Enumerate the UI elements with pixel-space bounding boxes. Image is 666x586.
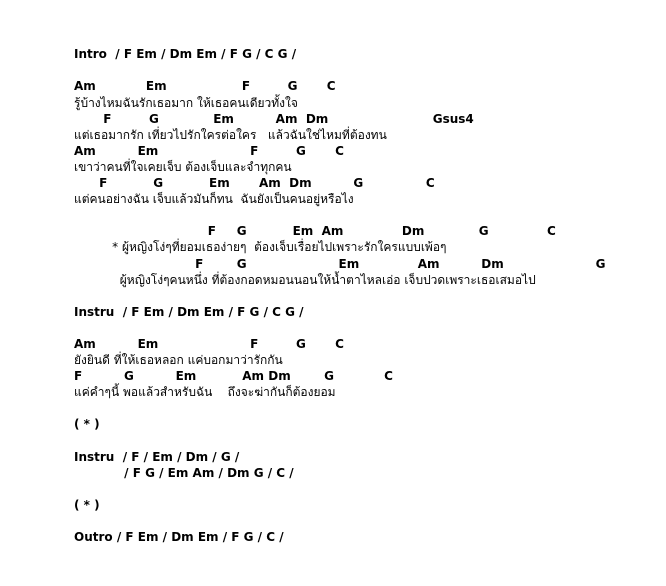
verse2-chords-1: Am Em F G C [74, 337, 344, 351]
verse2-lyric-2: แค่คำๆนี้ พอแล้วสำหรับฉัน ถึงจะฆ่ากันก็ต้องยอม [74, 385, 336, 399]
instru-line-2b: / F G / Em Am / Dm G / C / [74, 466, 294, 480]
chorus-chords-2: F G Em Am Dm G [74, 257, 606, 271]
chorus-lyric-1: * ผู้หญิงโง่ๆที่ยอมเธอง่ายๆ ต้องเจ็บเรื่อยไปเพราะรักใครแบบเพ้อๆ [74, 240, 447, 254]
chorus-chords-1: F G Em Am Dm G C [74, 224, 556, 238]
verse1-lyric-1: รู้บ้างไหมฉันรักเธอมาก ให้เธอคนเดียวทั้งใจ [74, 96, 298, 110]
verse1-chords-3: Am Em F G C [74, 144, 344, 158]
chorus-reference-2: ( * ) [74, 498, 100, 512]
verse1-chords-4: F G Em Am Dm G C [74, 176, 435, 190]
chorus-reference-1: ( * ) [74, 417, 100, 431]
instru-line-1: Instru / F Em / Dm Em / F G / C G / [74, 305, 304, 319]
verse2-lyric-1: ยังยินดี ที่ให้เธอหลอก แค่บอกมาว่ารักกัน [74, 353, 283, 367]
verse1-lyric-3: เขาว่าคนที่ใจเคยเจ็บ ต้องเจ็บและจำทุกคน [74, 160, 292, 174]
verse1-chords-2: F G Em Am Dm Gsus4 [74, 112, 474, 126]
instru-line-2a: Instru / F / Em / Dm / G / [74, 450, 240, 464]
outro-line: Outro / F Em / Dm Em / F G / C / [74, 530, 284, 544]
chorus-lyric-2: ผู้หญิงโง่ๆคนหนึ่ง ที่ต้องกอดหมอนนอนให้น้ำตาไหลเอ่อ เจ็บปวดเพราะเธอเสมอไป [74, 273, 536, 287]
verse1-chords-1: Am Em F G C [74, 79, 336, 93]
verse2-chords-2: F G Em Am Dm G C [74, 369, 393, 383]
verse1-lyric-2: แต่เธอมากรัก เที่ยวไปรักใครต่อใคร แล้วฉันใช่ไหมที่ต้องทน [74, 128, 387, 142]
intro-line: Intro / F Em / Dm Em / F G / C G / [74, 47, 297, 61]
verse1-lyric-4: แต่คนอย่างฉัน เจ็บแล้วมันก็ทน ฉันยังเป็นคนอยู่หรือไง [74, 192, 354, 206]
